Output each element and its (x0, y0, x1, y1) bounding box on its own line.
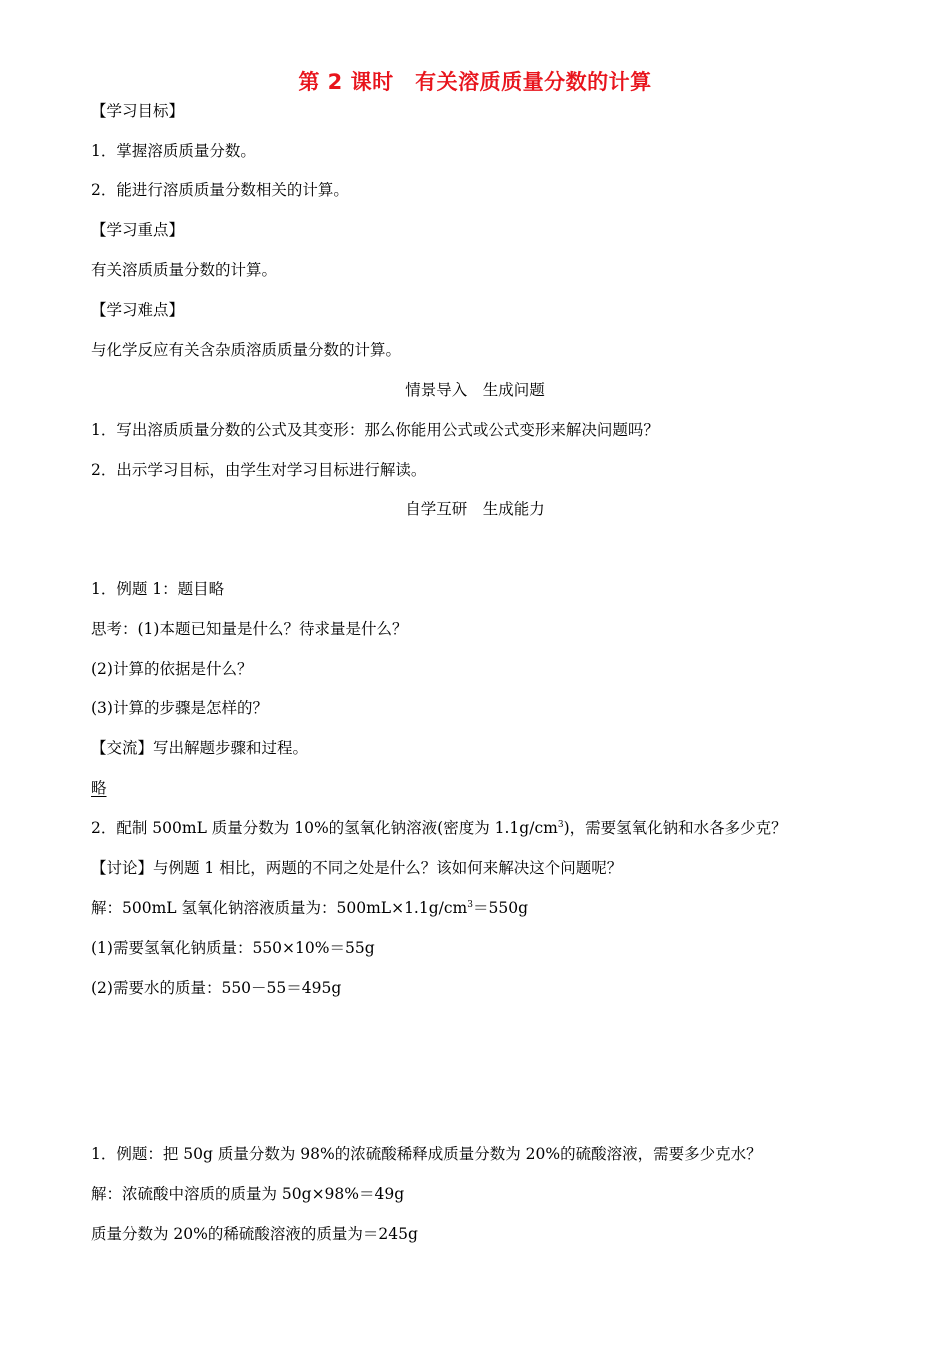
dilution-solution-step: 解：浓硫酸中溶质的质量为 50g×98%＝49g (91, 1185, 405, 1203)
page-title: 第 2 课时 有关溶质质量分数的计算 (298, 70, 652, 94)
superscript: 3 (557, 820, 564, 830)
key-points-text: 有关溶质质量分数的计算。 (91, 261, 278, 279)
objective-item: 2．能进行溶质质量分数相关的计算。 (91, 181, 349, 199)
solution-step: (1)需要氢氧化钠质量：550×10%＝55g (91, 939, 375, 957)
example-2-text-end: )，需要氢氧化钠和水各多少克？ (563, 819, 787, 837)
superscript: 3 (467, 900, 473, 910)
solution-text-end: ＝550g (472, 899, 528, 917)
intro-item: 2．出示学习目标，由学生对学习目标进行解读。 (91, 461, 427, 479)
solution-step: (2)需要水的质量：550－55＝495g (91, 979, 342, 997)
example-2-text: 2．配制 500mL 质量分数为 10%的氢氧化钠溶液(密度为 1.1g/cm (91, 819, 558, 837)
objectives-heading: 【学习目标】 (91, 102, 185, 120)
intro-item: 1．写出溶质质量分数的公式及其变形：那么你能用公式或公式变形来解决问题吗？ (91, 421, 659, 439)
key-points-heading: 【学习重点】 (91, 221, 185, 239)
self-study-section-heading: 自学互研 生成能力 (405, 500, 545, 518)
solution-text: 解：500mL 氢氧化钠溶液质量为：500mL×1.1g/cm (91, 899, 468, 917)
think-question: (3)计算的步骤是怎样的？ (91, 699, 268, 717)
discussion-prompt: 【讨论】与例题 1 相比，两题的不同之处是什么？该如何来解决这个问题呢？ (91, 859, 623, 877)
intro-section-heading: 情景导入 生成问题 (405, 381, 545, 399)
example-1: 1．例题 1：题目略 (91, 580, 225, 598)
dilution-example: 1．例题：把 50g 质量分数为 98%的浓硫酸稀释成质量分数为 20%的硫酸溶液，需要多少克水？ (91, 1145, 762, 1163)
think-question: 思考：(1)本题已知量是什么？待求量是什么？ (91, 620, 408, 638)
objective-item: 1．掌握溶质质量分数。 (91, 142, 256, 160)
omitted-answer: 略 (91, 779, 107, 797)
exchange-prompt: 【交流】写出解题步骤和过程。 (91, 739, 309, 757)
dilution-solution-step: 质量分数为 20%的稀硫酸溶液的质量为＝245g (91, 1225, 418, 1243)
difficulty-text: 与化学反应有关含杂质溶质质量分数的计算。 (91, 341, 402, 359)
example-2 (91, 818, 787, 838)
think-question: (2)计算的依据是什么？ (91, 660, 253, 678)
difficulty-heading: 【学习难点】 (91, 301, 185, 319)
solution-line (91, 898, 528, 918)
